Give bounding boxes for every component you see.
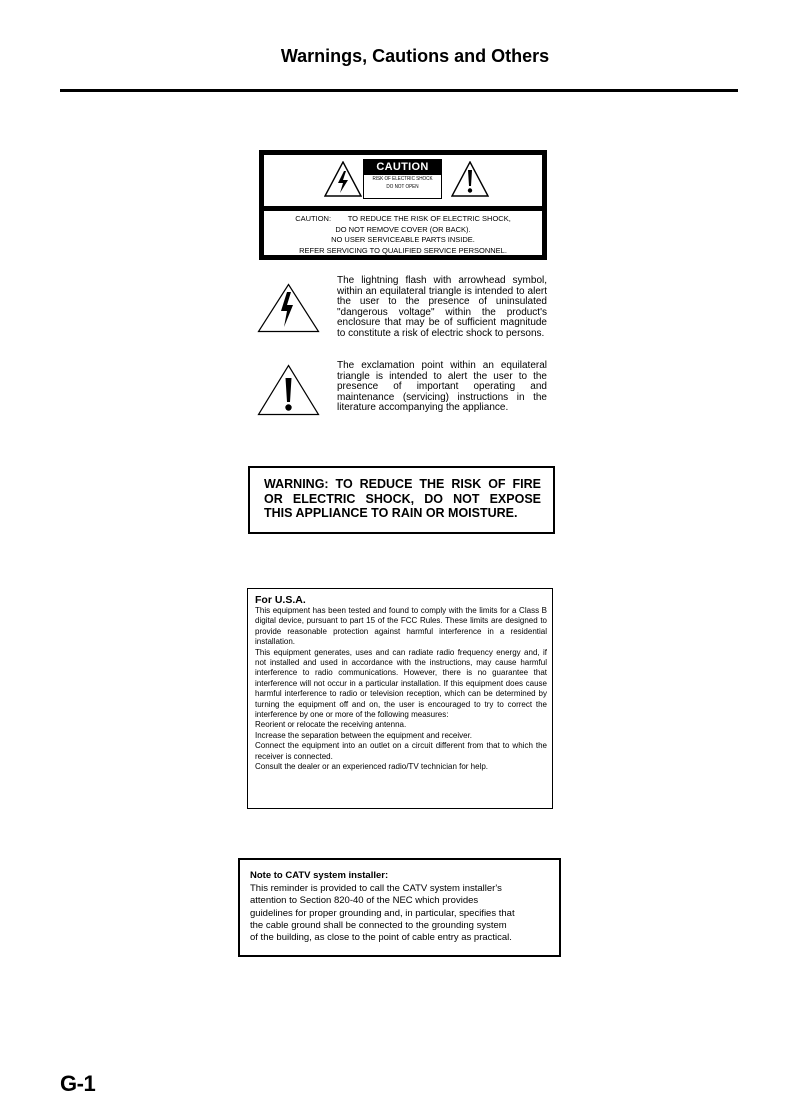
fcc-measure: Reorient or relocate the receiving antenna.	[255, 720, 407, 730]
caution-line: NO USER SERVICEABLE PARTS INSIDE.	[331, 235, 475, 244]
fcc-measure: Connect the equipment into an outlet on a circuit different from that to which the receiver is connected.	[255, 741, 547, 761]
exclamation-symbol-description: The exclamation point within an equilateral triangle is intended to alert the user to the presence of important operating and maintenance (servicing) instructions in the literature accompanying the appliance.	[337, 360, 547, 414]
catv-note-heading: Note to CATV system installer:	[250, 870, 389, 881]
warning-line: OR ELECTRIC SHOCK, DO NOT EXPOSE	[264, 491, 541, 506]
fcc-paragraph: This equipment generates, uses and can radiate radio frequency energy and, if not installed and used in accordance with the instructions, may cause harmful interference to radio communications. However, there is no guarantee that interference will not occur in a particular installation. If this equipment does cause harmful interference to radio or television reception, which can be determined by turning the equipment off and on, the user is encouraged to try to correct the interference by one or more of the following measures:	[255, 647, 547, 720]
caution-line: CAUTION: TO REDUCE THE RISK OF ELECTRIC SHOCK,	[295, 214, 511, 223]
catv-note-box	[238, 858, 561, 957]
fcc-notice-body	[255, 606, 547, 773]
caution-heading: CAUTION	[364, 160, 441, 175]
caution-label-header	[264, 155, 542, 206]
caution-subline-2: DO NOT OPEN	[386, 184, 419, 190]
page-number: G-1	[60, 1071, 96, 1096]
caution-separator	[264, 206, 542, 211]
title-divider	[60, 89, 738, 92]
fcc-measure: Increase the separation between the equipment and receiver.	[255, 730, 473, 740]
catv-line: the cable ground shall be connected to the grounding system	[250, 919, 507, 931]
exclamation-triangle-icon	[451, 161, 489, 197]
caution-line: DO NOT REMOVE COVER (OR BACK).	[335, 224, 471, 234]
caution-heading-box	[363, 159, 442, 199]
catv-line: This reminder is provided to call the CATV system installer's	[250, 883, 502, 894]
warning-line: WARNING: TO REDUCE THE RISK OF FIRE	[264, 477, 541, 491]
catv-line: guidelines for proper grounding and, in particular, specifies that	[250, 907, 515, 919]
warning-line: THIS APPLIANCE TO RAIN OR MOISTURE.	[264, 506, 518, 520]
catv-note-body	[250, 883, 553, 944]
fcc-paragraph: This equipment has been tested and found to comply with the limits for a Class B digital device, pursuant to part 15 of the FCC Rules. These limits are designed to provide reasonable protection against harmful interference in a residential installation.	[255, 606, 547, 647]
caution-subline-1: RISK OF ELECTRIC SHOCK	[372, 176, 433, 182]
catv-line: attention to Section 820-40 of the NEC which provides	[250, 895, 479, 907]
fcc-notice-box	[247, 588, 553, 809]
fcc-notice-heading: For U.S.A.	[255, 594, 306, 606]
lightning-triangle-icon	[257, 283, 320, 333]
lightning-symbol-description: The lightning flash with arrowhead symbol, within an equilateral triangle is intended to alert the user to the presence of uninsulated "dangerous voltage" within the product's enclosure that may be of sufficient magnitude to constitute a risk of electric shock to persons.	[337, 275, 547, 339]
caution-label	[259, 150, 547, 260]
lightning-triangle-icon	[324, 161, 362, 197]
fcc-measure: Consult the dealer or an experienced radio/TV technician for help.	[255, 762, 489, 772]
warning-text	[264, 477, 541, 521]
warning-box	[248, 466, 555, 534]
caution-line: REFER SERVICING TO QUALIFIED SERVICE PERSONNEL.	[299, 245, 507, 255]
caution-text	[264, 214, 542, 256]
exclamation-triangle-icon	[257, 364, 320, 416]
catv-line: of the building, as close to the point of cable entry as practical.	[250, 932, 512, 944]
page-title: Warnings, Cautions and Others	[280, 46, 550, 66]
